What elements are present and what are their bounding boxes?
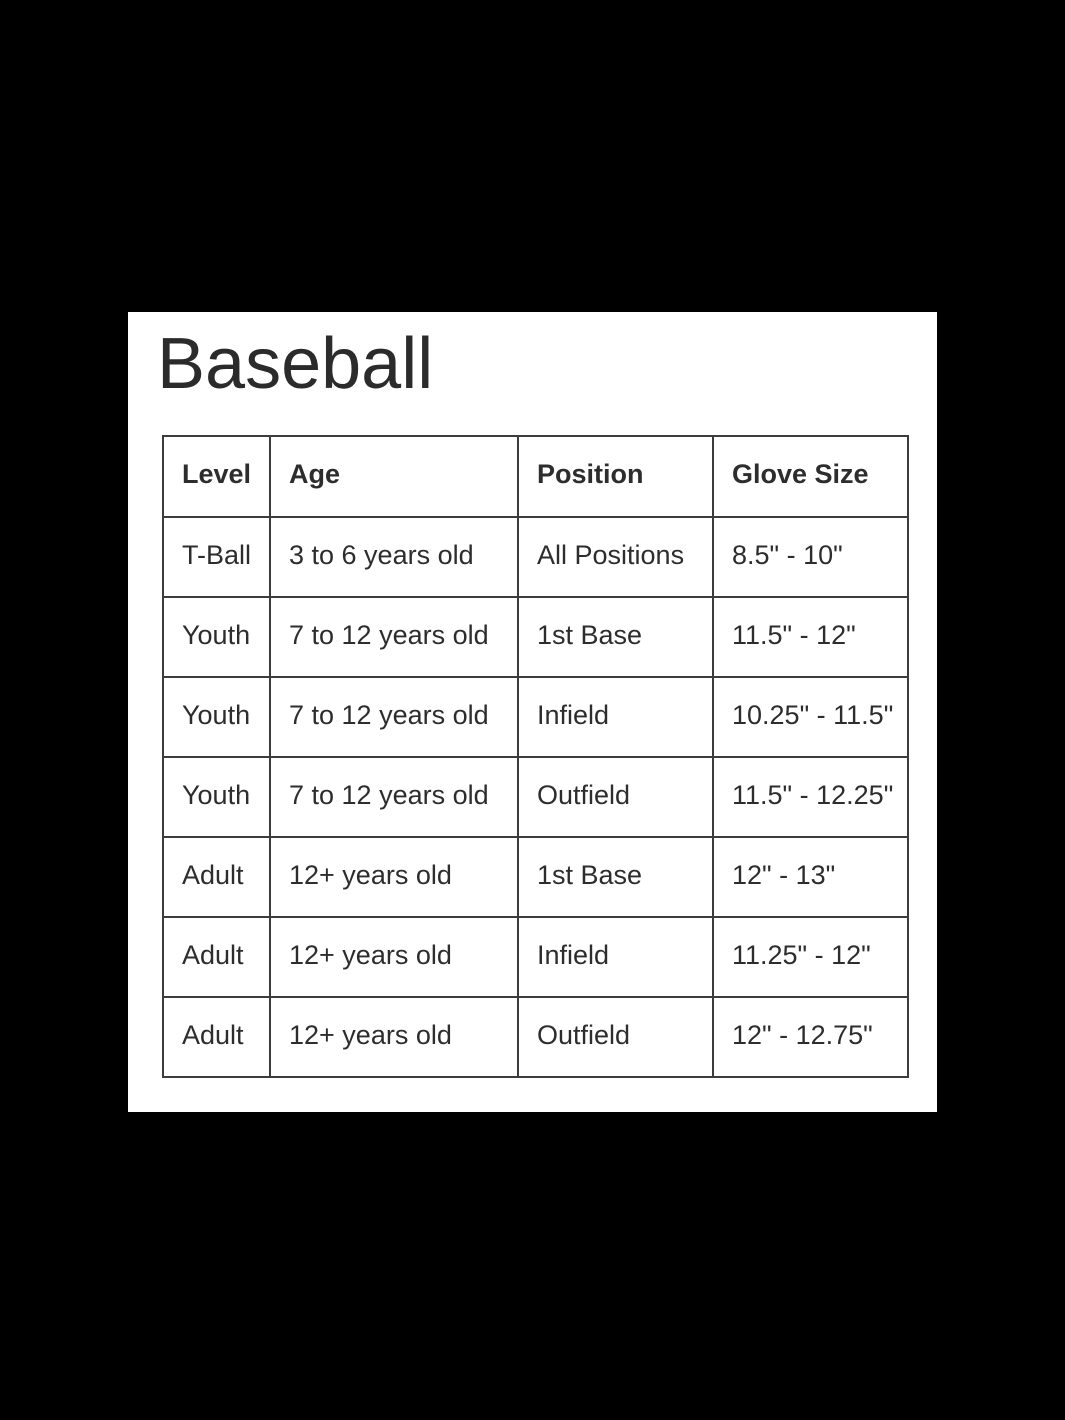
glove-size-table (162, 435, 909, 1078)
table-row (163, 597, 908, 677)
column-header: Glove Size (713, 436, 908, 517)
table-cell: 8.5" - 10" (713, 517, 908, 597)
table-cell: Outfield (518, 997, 713, 1077)
table-cell: T-Ball (163, 517, 270, 597)
table-cell: Infield (518, 677, 713, 757)
column-header: Level (163, 436, 270, 517)
table-cell: 10.25" - 11.5" (713, 677, 908, 757)
table-cell: 12" - 12.75" (713, 997, 908, 1077)
table-cell: Outfield (518, 757, 713, 837)
table-cell: 7 to 12 years old (270, 677, 518, 757)
table-cell: 3 to 6 years old (270, 517, 518, 597)
table-cell: All Positions (518, 517, 713, 597)
table-row (163, 757, 908, 837)
table-cell: Youth (163, 757, 270, 837)
table-row (163, 837, 908, 917)
table-cell: 1st Base (518, 837, 713, 917)
table-cell: 12" - 13" (713, 837, 908, 917)
table-cell: 1st Base (518, 597, 713, 677)
table-cell: 11.5" - 12" (713, 597, 908, 677)
table-cell: 12+ years old (270, 917, 518, 997)
column-header: Age (270, 436, 518, 517)
table-cell: 11.25" - 12" (713, 917, 908, 997)
table-row (163, 517, 908, 597)
table-body (163, 517, 908, 1077)
table-cell: Adult (163, 997, 270, 1077)
table-cell: Youth (163, 597, 270, 677)
table-cell: 12+ years old (270, 997, 518, 1077)
table-cell: Adult (163, 917, 270, 997)
table-cell: 7 to 12 years old (270, 757, 518, 837)
table-cell: Youth (163, 677, 270, 757)
table-row (163, 917, 908, 997)
table-cell: 12+ years old (270, 837, 518, 917)
table-header-row (163, 436, 908, 517)
column-header: Position (518, 436, 713, 517)
table-cell: 11.5" - 12.25" (713, 757, 908, 837)
table-row (163, 997, 908, 1077)
table-cell: 7 to 12 years old (270, 597, 518, 677)
content-panel (128, 312, 937, 1112)
table-row (163, 677, 908, 757)
table-header (163, 436, 908, 517)
table-cell: Adult (163, 837, 270, 917)
page-title: Baseball (157, 324, 434, 404)
table-cell: Infield (518, 917, 713, 997)
